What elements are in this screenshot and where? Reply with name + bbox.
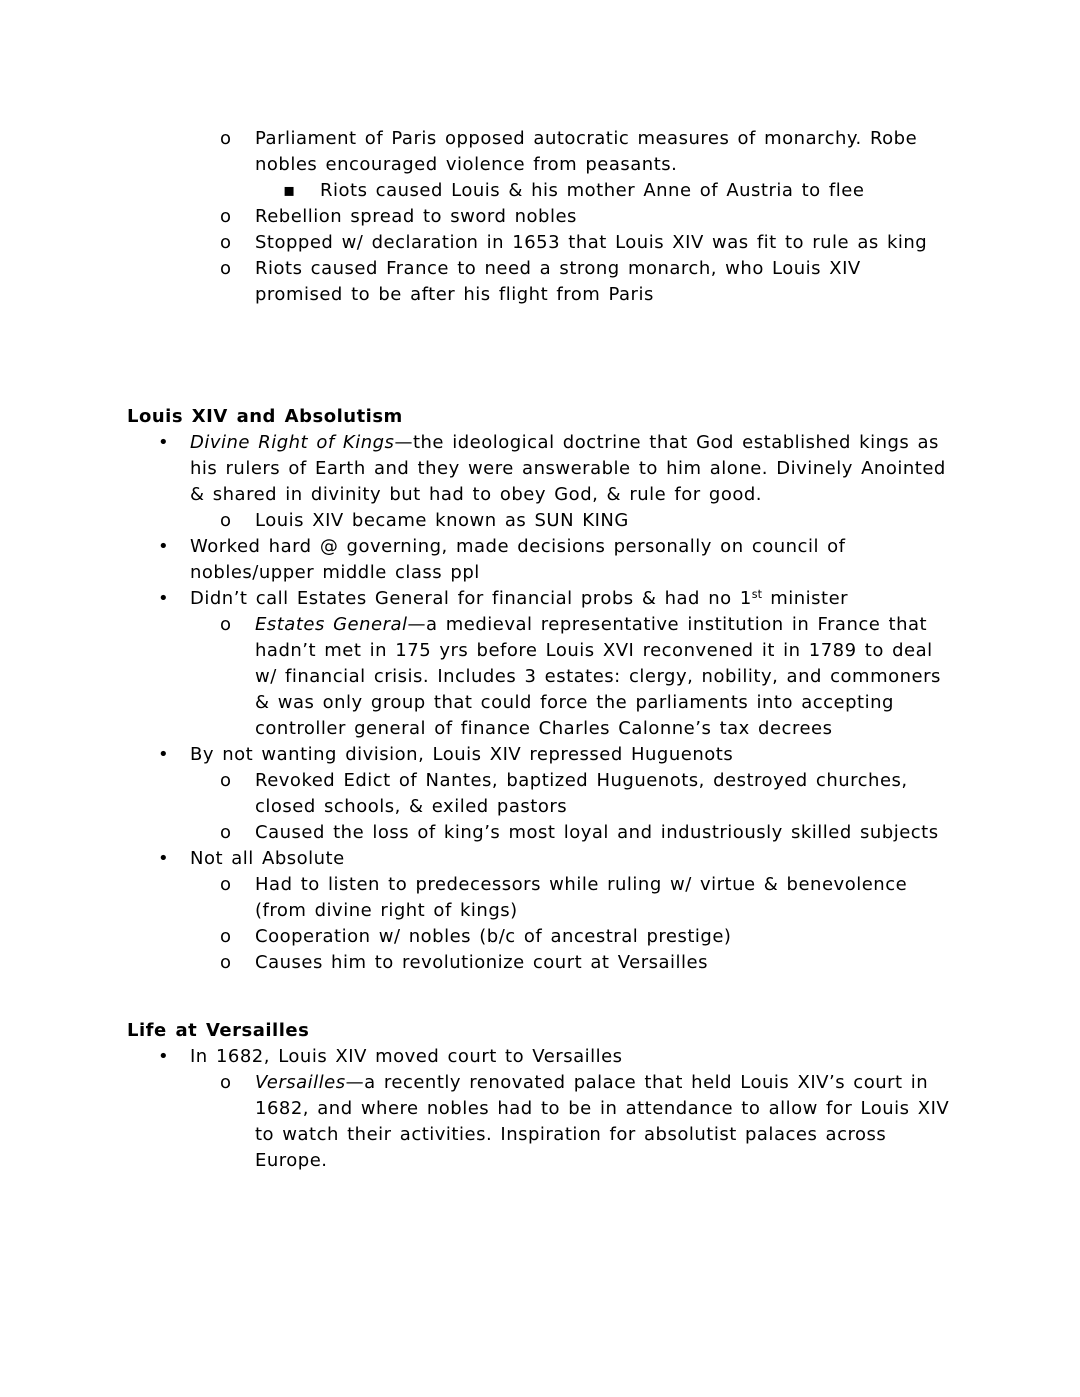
list-item-text bbox=[190, 848, 345, 869]
bullet-marker: • bbox=[158, 744, 170, 765]
text-run: Worked hard @ governing, made decisions personally on council of nobles/upper middle class ppl bbox=[190, 536, 846, 583]
text-run: Causes him to revolutionize court at Versailles bbox=[255, 952, 708, 973]
list-item-text bbox=[255, 952, 708, 973]
list-item-text bbox=[190, 1046, 623, 1067]
italic-term: Estates General bbox=[255, 614, 408, 635]
text-run: Not all Absolute bbox=[190, 848, 345, 869]
text-run: Had to listen to predecessors while ruling w/ virtue & benevolence (from divine right of kings) bbox=[255, 874, 908, 921]
list-item-text bbox=[190, 432, 946, 505]
list-item-text bbox=[255, 128, 917, 175]
italic-term: Versailles bbox=[255, 1072, 346, 1093]
list-item bbox=[127, 924, 954, 950]
list-item bbox=[127, 950, 954, 976]
list-item bbox=[127, 230, 954, 256]
text-run: In 1682, Louis XIV moved court to Versailles bbox=[190, 1046, 623, 1067]
text-run: Louis XIV became known as SUN KING bbox=[255, 510, 629, 531]
list-item bbox=[127, 612, 954, 742]
circle-marker: o bbox=[220, 232, 232, 253]
list-item-text bbox=[255, 510, 629, 531]
circle-marker: o bbox=[220, 770, 232, 791]
circle-marker: o bbox=[220, 258, 232, 279]
text-run: Riots caused Louis & his mother Anne of Austria to flee bbox=[320, 180, 865, 201]
text-run: Didn’t call Estates General for financial probs & had no 1 bbox=[190, 588, 752, 609]
list-item bbox=[127, 534, 954, 586]
text-run: Rebellion spread to sword nobles bbox=[255, 206, 577, 227]
list-item-text bbox=[255, 206, 577, 227]
list-item-text bbox=[255, 258, 861, 305]
bullet-marker: • bbox=[158, 536, 170, 557]
bullet-list bbox=[127, 1044, 954, 1174]
circle-marker: o bbox=[220, 510, 232, 531]
circle-marker: o bbox=[220, 128, 232, 149]
list-item-text bbox=[190, 588, 848, 609]
text-run: Parliament of Paris opposed autocratic measures of monarchy. Robe nobles encouraged violence from peasants. bbox=[255, 128, 918, 175]
list-item bbox=[127, 1070, 954, 1174]
text-run: By not wanting division, Louis XIV repressed Huguenots bbox=[190, 744, 734, 765]
bullet-marker: • bbox=[158, 432, 170, 453]
list-item bbox=[127, 508, 954, 534]
list-item bbox=[127, 126, 954, 178]
text-run: Revoked Edict of Nantes, baptized Huguenots, destroyed churches, closed schools, & exiled pastors bbox=[255, 770, 908, 817]
circle-marker: o bbox=[220, 822, 232, 843]
list-item bbox=[127, 768, 954, 820]
bullet-list bbox=[127, 430, 954, 976]
text-run: Caused the loss of king’s most loyal and industriously skilled subjects bbox=[255, 822, 939, 843]
superscript-text: st bbox=[751, 588, 762, 602]
text-run: minister bbox=[761, 588, 849, 609]
list-item-text bbox=[190, 744, 733, 765]
list-item bbox=[127, 204, 954, 230]
bullet-marker: • bbox=[158, 848, 170, 869]
list-item bbox=[127, 1044, 954, 1070]
vertical-spacer bbox=[127, 308, 954, 404]
list-item-text bbox=[255, 822, 939, 843]
text-run: —a recently renovated palace that held Louis XIV’s court in 1682, and where nobles had to be in attendance to allow for Louis XIV to watch their activities. Inspiration for absolutist palaces across Europe. bbox=[255, 1072, 950, 1171]
list-item-text bbox=[255, 874, 907, 921]
list-item bbox=[127, 178, 954, 204]
circle-marker: o bbox=[220, 206, 232, 227]
circle-marker: o bbox=[220, 926, 232, 947]
list-item-text bbox=[255, 926, 731, 947]
italic-term: Divine Right of Kings bbox=[190, 432, 395, 453]
list-item-text bbox=[255, 770, 908, 817]
circle-marker: o bbox=[220, 952, 232, 973]
vertical-spacer bbox=[127, 976, 954, 1018]
list-item-text bbox=[255, 614, 941, 739]
list-item bbox=[127, 256, 954, 308]
circle-marker: o bbox=[220, 614, 232, 635]
bullet-list bbox=[127, 126, 954, 308]
list-item bbox=[127, 430, 954, 508]
text-run: —the ideological doctrine that God established kings as his rulers of Earth and they were answerable to him alone. Divinely Anointed & shared in divinity but had to obey God, & rule for good. bbox=[190, 432, 946, 505]
list-item bbox=[127, 742, 954, 768]
list-item-text bbox=[320, 180, 864, 201]
list-item bbox=[127, 586, 954, 612]
text-run: Stopped w/ declaration in 1653 that Louis XIV was fit to rule as king bbox=[255, 232, 928, 253]
section-heading: Life at Versailles bbox=[127, 1020, 310, 1041]
bullet-marker: • bbox=[158, 1046, 170, 1067]
document-content bbox=[127, 126, 954, 1174]
text-run: Riots caused France to need a strong monarch, who Louis XIV promised to be after his flight from Paris bbox=[255, 258, 861, 305]
square-marker: ▪ bbox=[283, 180, 296, 201]
text-run: —a medieval representative institution in France that hadn’t met in 175 yrs before Louis XVI reconvened it in 1789 to deal w/ financial crisis. Includes 3 estates: clergy, nobility, and commoners & was only group that could force the parliaments into accepting controller general of finance Charles Calonne’s tax decrees bbox=[255, 614, 941, 739]
list-item bbox=[127, 820, 954, 846]
list-item-text bbox=[255, 232, 927, 253]
list-item-text bbox=[190, 536, 846, 583]
circle-marker: o bbox=[220, 1072, 232, 1093]
circle-marker: o bbox=[220, 874, 232, 895]
section-heading: Louis XIV and Absolutism bbox=[127, 406, 403, 427]
text-run: Cooperation w/ nobles (b/c of ancestral prestige) bbox=[255, 926, 732, 947]
bullet-marker: • bbox=[158, 588, 170, 609]
list-item-text bbox=[255, 1072, 949, 1171]
list-item bbox=[127, 846, 954, 872]
list-item bbox=[127, 872, 954, 924]
